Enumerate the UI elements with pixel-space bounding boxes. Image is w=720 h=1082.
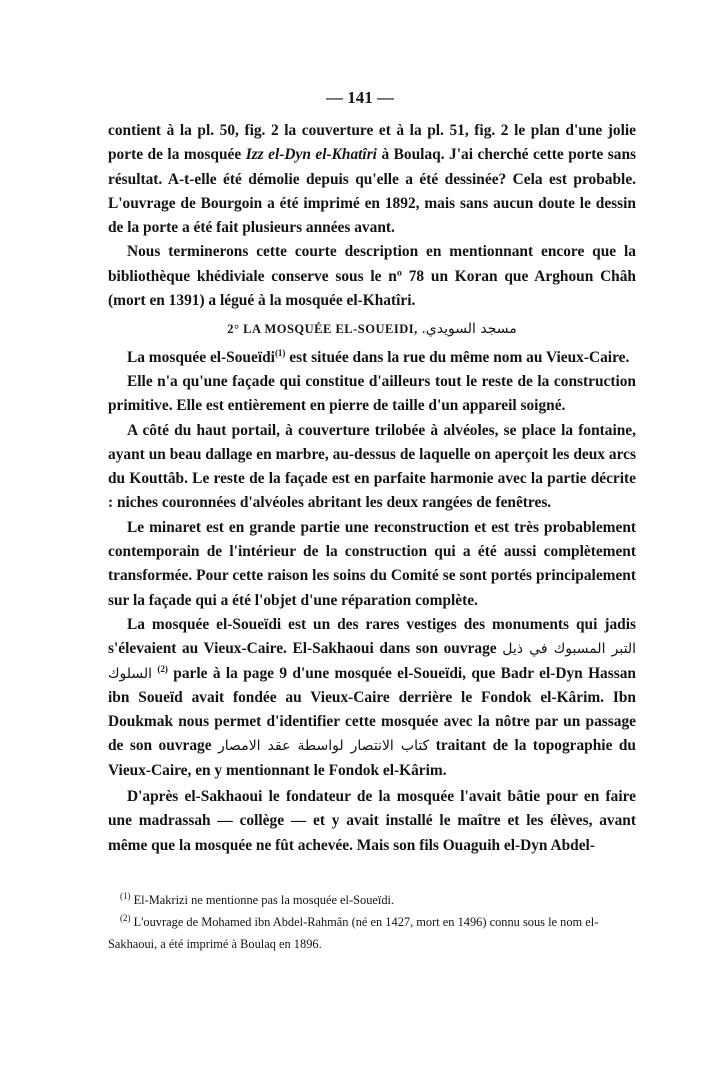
paragraph-7-start: La mosquée el-Soueïdi est un des rares vestiges des monuments qui jadis s'élevaient au Vieux-Caire. El-Sakhaoui dans son ouvrage — [108, 615, 636, 658]
paragraph-2: Nous terminerons cette courte description en mentionnant encore que la bibliothèque khédiviale conserve sous le nº 78 un Koran que Arghoun Châh (mort en 1391) a légué à la mosquée el-Khatîri. — [108, 243, 636, 310]
paragraph-1-text: contient à la pl. 50, fig. 2 la couverture et à la pl. 51, fig. 2 le plan d'une jolie porte de la mosquée — [108, 122, 636, 164]
paragraph-7-end: traitant de la topographie du Vieux-Caire, en y mentionnant le Fondok el-Kârim. — [108, 737, 636, 779]
paragraph-1-rest: à Boulaq. J'ai cherché cette porte sans résultat. A-t-elle été démolie depuis qu'elle a été dessinée? Cela est probable. L'ouvrage de Bourgoin a été imprimé en 1892, mais sans aucun doute le dessin de la porte a été fait plusieurs années avant. — [108, 146, 636, 237]
section-heading-text: 2° LA MOSQUÉE EL-SOUEIDI, — [227, 322, 418, 337]
paragraph-7-middle: parle à la page 9 d'une mosquée el-Soueïdi, que Badr el-Dyn Hassan ibn Soueïd avait fondée au Vieux-Caire derrière le Fondok el-Kârim. Ibn Doukmak nous permet d'identifier cette mosquée avec la nôtre par un passage de son ouvrage — [108, 664, 636, 755]
section-heading-arabic: مسجد السويدي. — [421, 321, 517, 338]
footnote-1-mark: (1) — [120, 890, 131, 901]
paragraph-3-start: La mosquée el-Soueïdi — [127, 348, 275, 366]
footnote-1-text: El-Makrizi ne mentionne pas la mosquée el-Soueïdi. — [133, 893, 395, 907]
footnote-1 — [108, 889, 636, 911]
paragraph-1 — [108, 119, 636, 240]
arabic-title-doukmak: كتاب الانتصار لواسطة عقد الامصار — [218, 738, 430, 755]
arabic-title-sakhaoui: التبر المسبوك في ذيل السلوك — [108, 641, 636, 682]
footnote-2-text: L'ouvrage de Mohamed ibn Abdel-Rahmân (né en 1427, mort en 1496) connu sous le nom el-Sakhaoui, a été imprimé à Boulaq en 1896. — [108, 915, 599, 951]
paragraph-7 — [108, 613, 636, 783]
footnotes — [108, 889, 636, 955]
paragraph-8: D'après el-Sakhaoui le fondateur de la mosquée l'avait bâtie pour en faire une madrassah — collège — et y avait installé le maître et les élèves, avant même que la mosquée ne fût achevée. Mais son fils Ouaguih el-Dyn Abdel- — [108, 788, 636, 854]
paragraph-3 — [108, 346, 636, 370]
paragraph-5: A côté du haut portail, à couverture trilobée à alvéoles, se place la fontaine, ayant un beau dallage en marbre, au-dessus de laquelle on aperçoit les deux arcs du Kouttâb. Le reste de la façade est en parfaite harmonie avec la partie décrite : niches couronnées d'alvéoles abritant les deux rangées de fenêtres. — [108, 421, 636, 512]
footnote-ref-1: (1) — [274, 347, 286, 358]
footnote-2 — [108, 911, 636, 955]
mosque-name-italic: Izz el-Dyn el-Khatîri — [245, 146, 377, 164]
paragraph-3-end: est située dans la rue du même nom au Vieux-Caire. — [289, 348, 630, 366]
body-text — [108, 119, 636, 858]
footnote-ref-2: (2) — [157, 663, 168, 674]
paragraph-6: Le minaret est en grande partie une reconstruction et est très probablement contemporain de l'intérieur de la construction qui a été aussi complètement transformée. Pour cette raison les soins du Comité se sont portés principalement sur la façade qui a été l'objet d'une réparation complète. — [108, 518, 636, 609]
footnote-2-mark: (2) — [120, 912, 131, 923]
page-number: — 141 — — [326, 88, 394, 107]
paragraph-4: Elle n'a qu'une façade qui constitue d'ailleurs tout le reste de la construction primitive. Elle est entièrement en pierre de taille d'un appareil soigné. — [108, 372, 636, 415]
section-heading — [108, 317, 636, 341]
